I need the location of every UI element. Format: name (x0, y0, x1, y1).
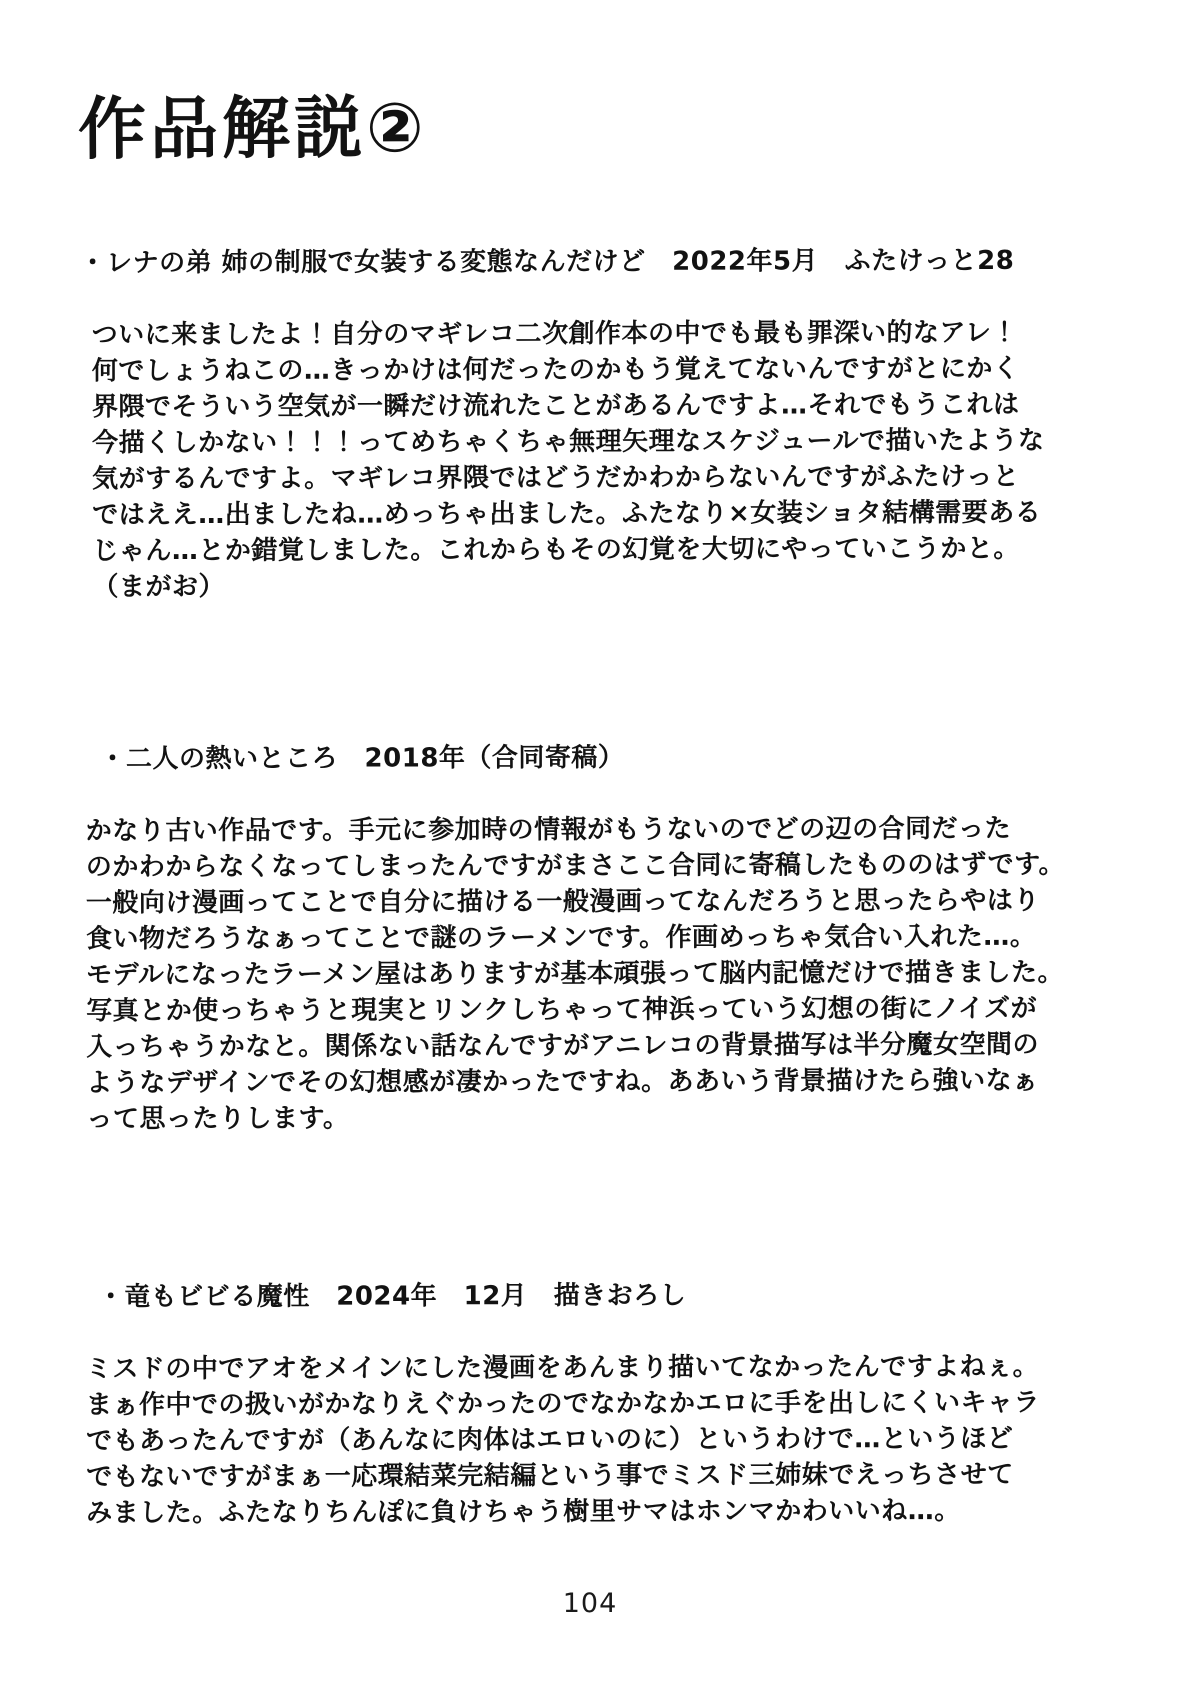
commentary-section-2 (77, 703, 1068, 1174)
page-number: 104 (562, 1588, 618, 1619)
commentary-section-1 (77, 207, 1068, 642)
commentary-text-2: かなり古い作品です。手元に参加時の情報がもうないのでどの辺の合同だった のかわからなくなってしまったんですがまさここ合同に寄稿したもののはずです。 一般向け漫画ってことで自分に描ける一般漫画ってなんだろうと思ったらやはり 食い物だろうなぁってことで謎のラーメンです。作画めっちゃ気合い入れた…。 モデルになったラーメン屋はありますが基本頑張って脳内記憶だけで描きました。 写真とか使っちゃうと現実とリンクしちゃって神浜っていう幻想の街にノイズが 入っちゃうかなと。関係ない話なんですがアニレコの背景描写は半分魔女空間の ようなデザインでその幻想感が凄かったですね。ああいう背景描けたら強いなぁ って思ったりします。 (85, 813, 1066, 1135)
work-title-line-2: ・二人の熱いところ 2018年（合同寄稿） (99, 742, 625, 775)
work-title-line-1: ・レナの弟 姉の制服で女装する変態なんだけど 2022年5月 ふたけっと28 (79, 245, 1015, 279)
commentary-section-3 (78, 1241, 1069, 1568)
commentary-text-1: ついに来ましたよ！自分のマギレコ二次創作本の中でも最も罪深い的なアレ！ 何でしょうねこの…きっかけは何だったのかもう覚えてないんですがとにかく 界隈でそういう空気が一瞬だけ流れたことがあるんですよ…それでもうこれは 今描くしかない！！！ってめちゃくちゃ無理矢理なスケジュールで描いたような 気がするんですよ。マギレコ界隈ではどうだかわからないんですがふたけっと ではええ…出ましたね…めっちゃ出ました。ふたなり×女装ショタ結構需要ある じゃん…とか錯覚しました。これからもその幻覚を大切にやっていこうかと。 （まがお） (91, 317, 1045, 603)
work-title-line-3: ・竜もビビる魔性 2024年 12月 描きおろし (97, 1280, 687, 1313)
commentary-text-3: ミスドの中でアオをメインにした漫画をあんまり描いてなかったんですよねぇ。 まぁ作中での扱いがかなりえぐかったのでなかなかエロに手を出しにくいキャラ でもあったんですが（あんなに肉体はエロいのに）というわけで…というほど でもないですがまぁ一応環結菜完結編という事でミスド三姉妹でえっちさせて みました。ふたなりちんぽに負けちゃう樹里サマはホンマかわいいね…。 (85, 1351, 1041, 1529)
page-title: 作品解説② (77, 88, 428, 170)
